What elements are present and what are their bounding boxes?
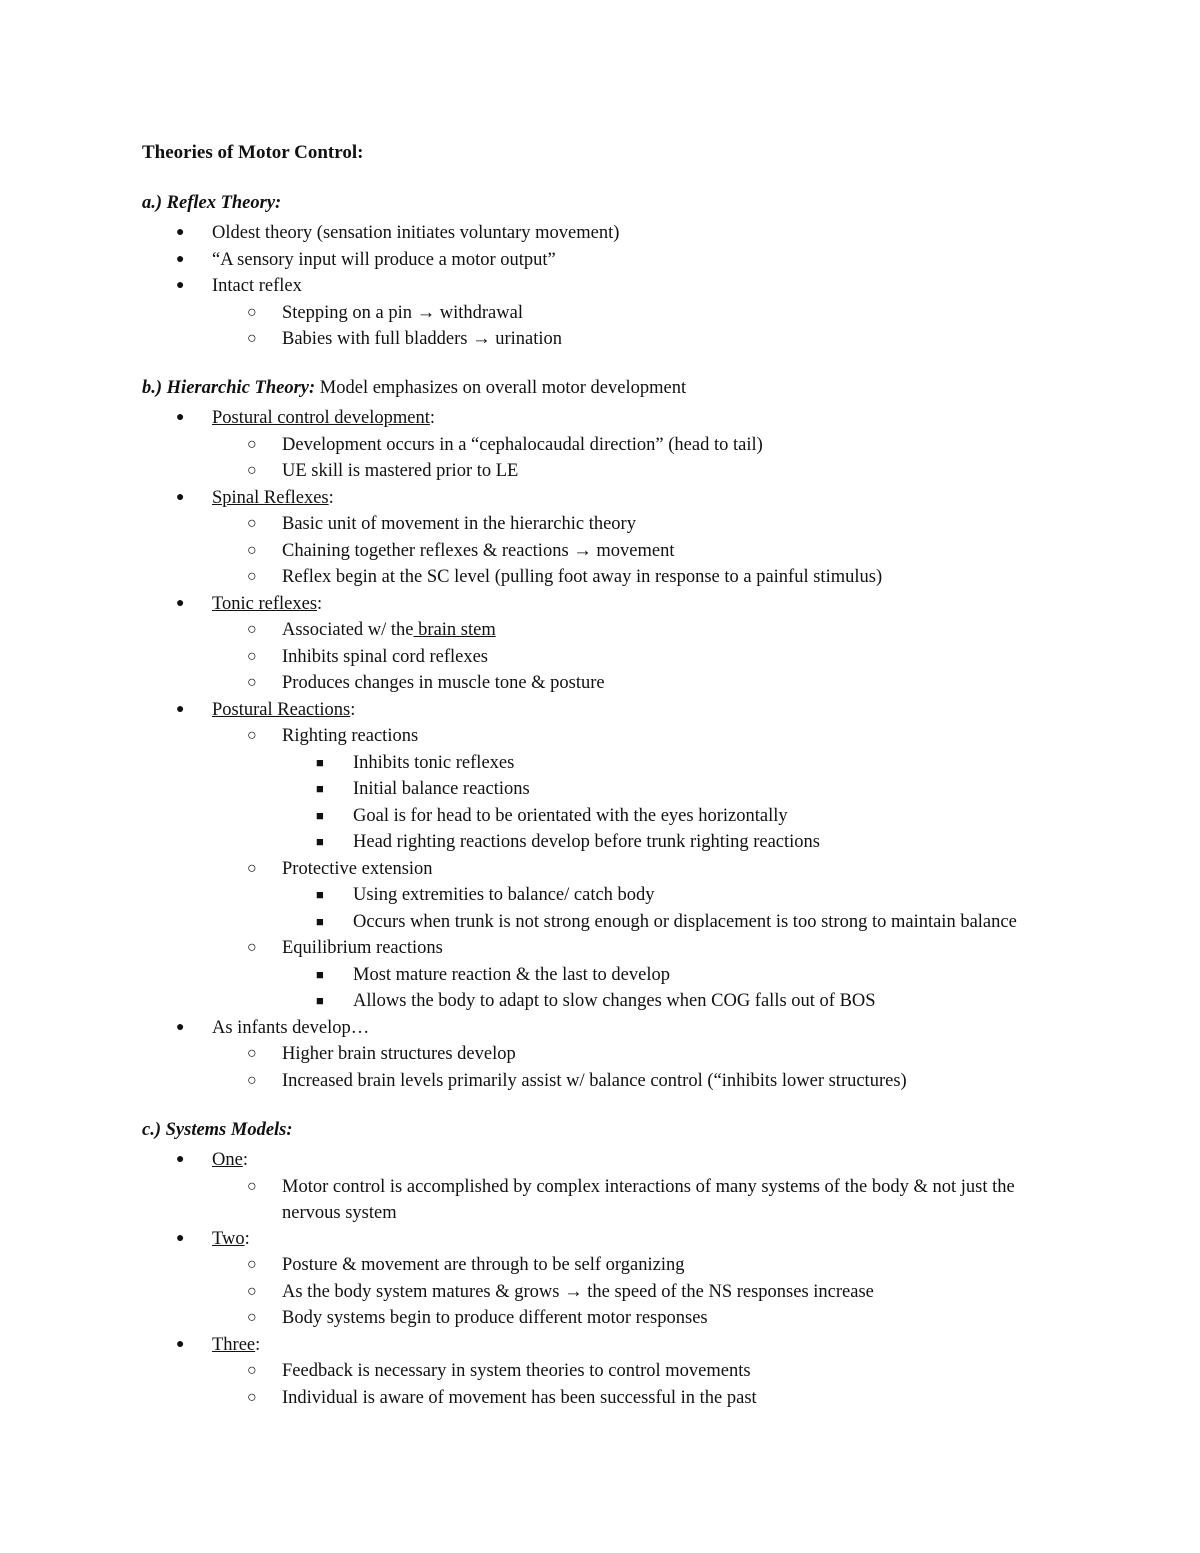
circle-bullet-icon: ○ — [247, 1045, 257, 1062]
list-item: ○ Reflex begin at the SC level (pulling foot away in response to a painful stimulus) — [0, 564, 1017, 591]
section-heading-systems — [142, 1120, 293, 1141]
list-item: ○ Individual is aware of movement has been successful in the past — [0, 1385, 1072, 1412]
list-item: ○ Development occurs in a “cephalocaudal direction” (head to tail) — [0, 432, 1017, 459]
bullet-icon: ● — [176, 1336, 185, 1352]
list-item: ○ Feedback is necessary in system theories to control movements — [0, 1358, 1072, 1385]
circle-bullet-icon: ○ — [247, 1071, 257, 1089]
square-bullet-icon: ■ — [316, 993, 324, 1008]
list-item: ■ Head righting reactions develop before trunk righting reactions — [0, 829, 1017, 856]
list-item: ■ Goal is for head to be orientated with the eyes horizontally — [0, 803, 1017, 830]
circle-bullet-icon: ○ — [247, 462, 257, 479]
list-item: ○ Produces changes in muscle tone & posture — [0, 670, 1017, 697]
bullet-icon: ● — [176, 410, 185, 425]
circle-bullet-icon: ○ — [247, 515, 257, 532]
circle-bullet-icon: ○ — [247, 647, 257, 665]
circle-bullet-icon: ○ — [247, 1309, 257, 1326]
list-item: ■ Inhibits tonic reflexes — [0, 750, 1017, 777]
circle-bullet-icon: ○ — [247, 1388, 257, 1406]
list-item: ○ Chaining together reflexes & reactions → movement — [0, 538, 1017, 565]
list-item: ● Tonic reflexes: — [0, 591, 1017, 618]
list-item: ○ Stepping on a pin → withdrawal — [0, 300, 619, 327]
bullet-icon: ● — [176, 701, 185, 717]
list-item: ● Three: — [0, 1332, 1072, 1359]
list-item: ● Two: — [0, 1226, 1072, 1253]
circle-bullet-icon: ○ — [247, 303, 257, 321]
list-item: ● Intact reflex — [0, 273, 619, 300]
list-item: ■ Occurs when trunk is not strong enough or displacement is too strong to maintain balance — [0, 909, 1017, 936]
square-bullet-icon: ■ — [316, 834, 324, 849]
list-item: ○ Inhibits spinal cord reflexes — [0, 644, 1017, 671]
square-bullet-icon: ■ — [316, 781, 324, 796]
list-item: ○ Babies with full bladders → urination — [0, 326, 619, 353]
bullet-icon: ● — [176, 595, 185, 611]
circle-bullet-icon: ○ — [247, 568, 257, 585]
circle-bullet-icon: ○ — [247, 859, 257, 877]
circle-bullet-icon: ○ — [247, 1362, 257, 1379]
list-item: ○ Associated w/ the brain stem — [0, 617, 1017, 644]
bullet-icon: ● — [176, 1152, 185, 1167]
list-item: ■ Initial balance reactions — [0, 776, 1017, 803]
square-bullet-icon: ■ — [316, 887, 324, 902]
circle-bullet-icon: ○ — [247, 621, 257, 638]
circle-bullet-icon: ○ — [247, 330, 257, 347]
bullet-icon: ● — [176, 1019, 185, 1035]
circle-bullet-icon: ○ — [247, 674, 257, 691]
hierarchic-list — [0, 405, 1017, 1094]
list-item: ● Spinal Reflexes: — [0, 485, 1017, 512]
bullet-icon: ● — [176, 251, 185, 267]
square-bullet-icon: ■ — [316, 913, 324, 929]
document-title: Theories of Motor Control: — [142, 142, 364, 163]
reflex-heading-label: a.) Reflex Theory: — [142, 193, 282, 213]
section-heading-reflex — [142, 193, 281, 214]
section-heading-hierarchic — [142, 378, 686, 399]
square-bullet-icon: ■ — [316, 754, 324, 770]
circle-bullet-icon: ○ — [247, 939, 257, 956]
list-item: ● Postural Reactions: — [0, 697, 1017, 724]
circle-bullet-icon: ○ — [247, 727, 257, 744]
list-item: ● As infants develop… — [0, 1015, 1017, 1042]
circle-bullet-icon: ○ — [247, 1256, 257, 1273]
bullet-icon: ● — [176, 1230, 185, 1246]
bullet-icon: ● — [176, 489, 185, 505]
circle-bullet-icon: ○ — [247, 541, 257, 559]
square-bullet-icon: ■ — [316, 807, 324, 823]
list-item: ■ Using extremities to balance/ catch body — [0, 882, 1017, 909]
list-item: ● “A sensory input will produce a motor output” — [0, 247, 619, 274]
list-item: ○ As the body system matures & grows → the speed of the NS responses increase — [0, 1279, 1072, 1306]
list-item: ○ Increased brain levels primarily assist w/ balance control (“inhibits lower structures) — [0, 1068, 1017, 1095]
list-item: ○ Equilibrium reactions — [0, 935, 1017, 962]
hierarchic-heading-description: Model emphasizes on overall motor development — [315, 378, 687, 398]
reflex-list — [0, 220, 619, 353]
systems-heading-label: c.) Systems Models: — [142, 1120, 293, 1140]
bullet-icon: ● — [176, 278, 185, 293]
list-item: ○ Higher brain structures develop — [0, 1041, 1017, 1068]
list-item: ○ UE skill is mastered prior to LE — [0, 458, 1017, 485]
systems-list — [0, 1147, 1072, 1411]
circle-bullet-icon: ○ — [247, 1282, 257, 1300]
list-item: ○ Body systems begin to produce different motor responses — [0, 1305, 1072, 1332]
list-item: ● Postural control development: — [0, 405, 1017, 432]
circle-bullet-icon: ○ — [247, 1177, 257, 1195]
bullet-icon: ● — [176, 225, 185, 240]
circle-bullet-icon: ○ — [247, 435, 257, 453]
list-item: ■ Allows the body to adapt to slow changes when COG falls out of BOS — [0, 988, 1017, 1015]
list-item: ● One: — [0, 1147, 1072, 1174]
list-item: ○ Protective extension — [0, 856, 1017, 883]
hierarchic-heading-label: b.) Hierarchic Theory: — [142, 378, 316, 398]
square-bullet-icon: ■ — [316, 966, 324, 982]
list-item: ○ Righting reactions — [0, 723, 1017, 750]
list-item: ○ Basic unit of movement in the hierarchic theory — [0, 511, 1017, 538]
list-item: ■ Most mature reaction & the last to develop — [0, 962, 1017, 989]
list-item: ○ Posture & movement are through to be self organizing — [0, 1252, 1072, 1279]
list-item: ● Oldest theory (sensation initiates voluntary movement) — [0, 220, 619, 247]
list-item: ○ Motor control is accomplished by complex interactions of many systems of the body & not just the nervous system — [0, 1174, 1072, 1226]
